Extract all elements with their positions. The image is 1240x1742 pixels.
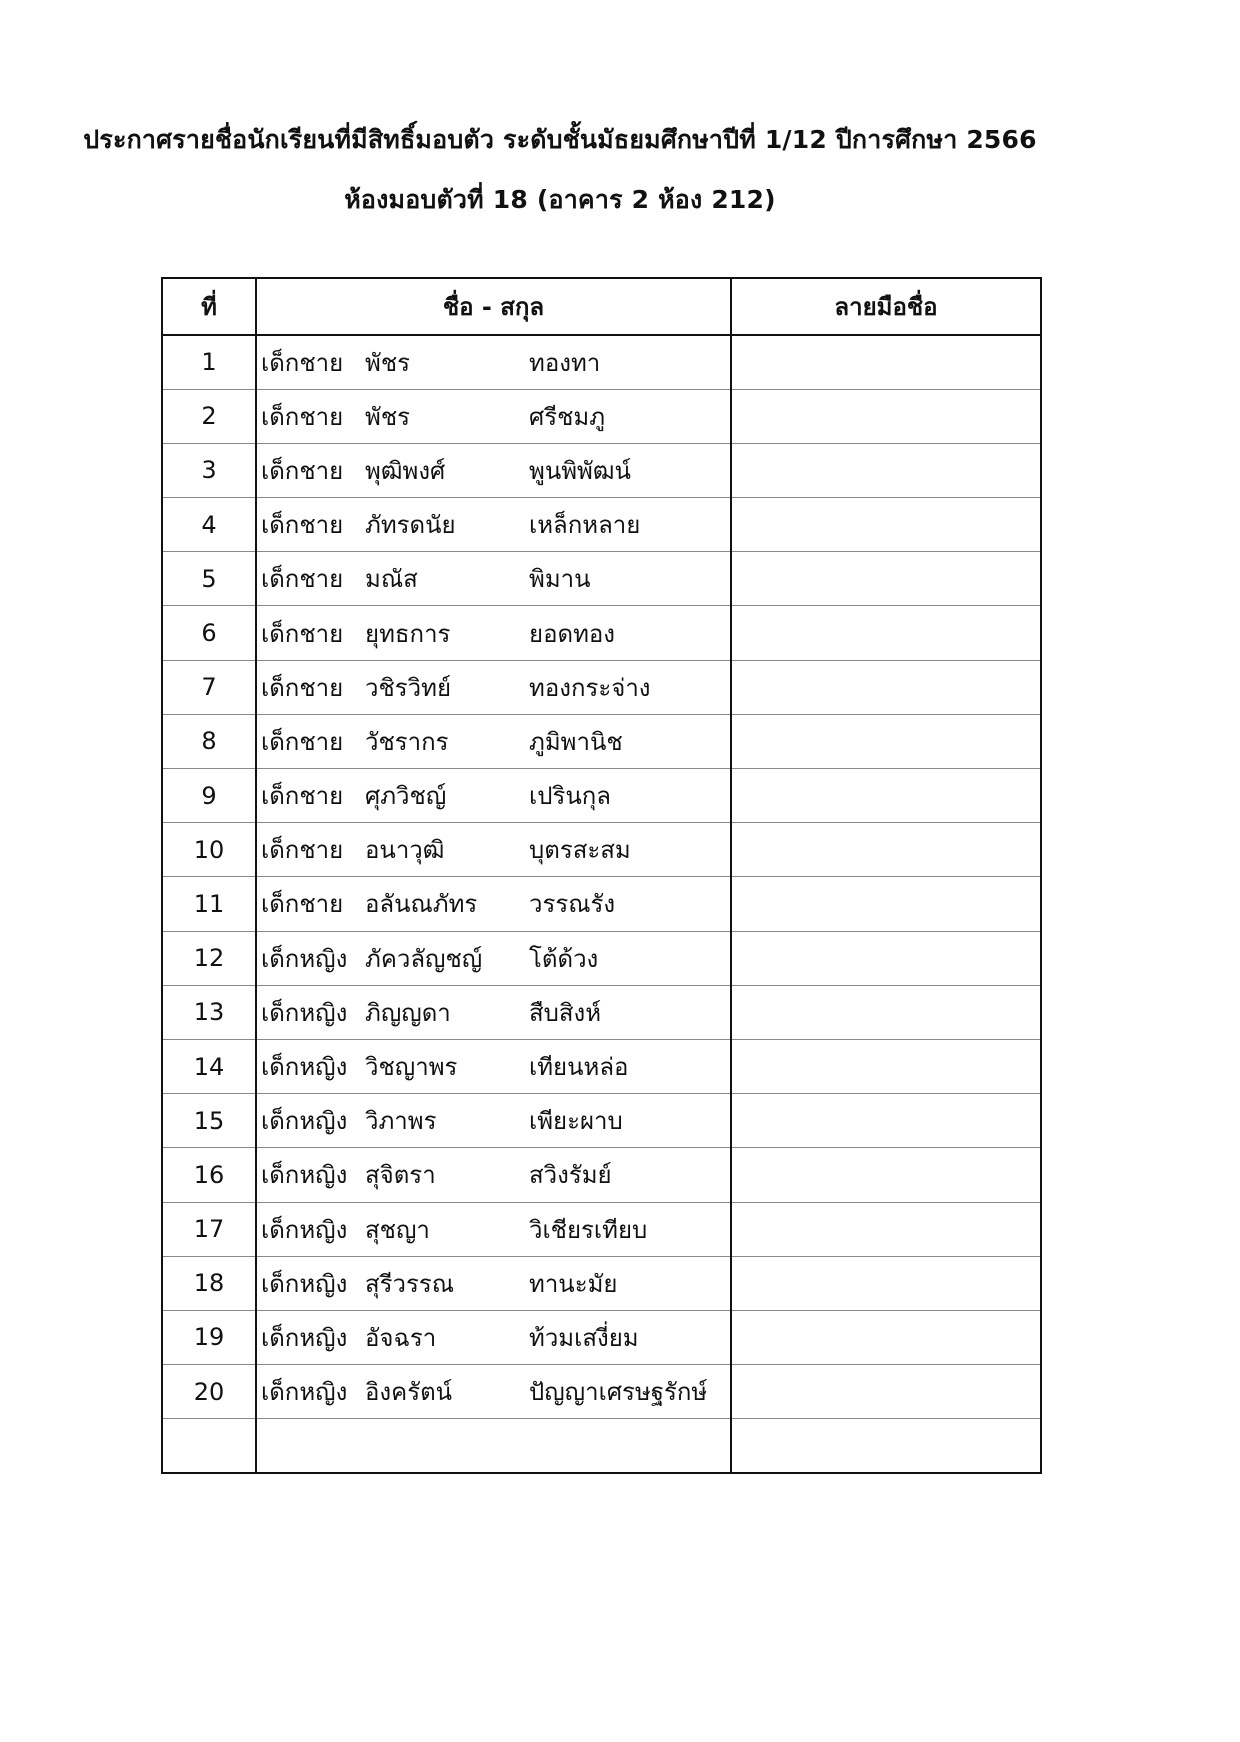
table-row [162, 606, 1041, 660]
name-prefix: เด็กชาย [261, 619, 344, 648]
row-number: 5 [162, 552, 256, 606]
name-prefix: เด็กหญิง [261, 944, 348, 973]
name-prefix: เด็กหญิง [261, 1161, 348, 1190]
student-name-cell [256, 1148, 731, 1202]
last-name: สวิงรัมย์ [529, 1161, 612, 1190]
row-number: 7 [162, 660, 256, 714]
student-name-cell [256, 1039, 731, 1093]
page-title: ประกาศรายชื่อนักเรียนที่มีสิทธิ์มอบตัว ระดับชั้นมัธยมศึกษาปีที่ 1/12 ปีการศึกษา 2566 [83, 125, 1037, 154]
first-name: วิชญาพร [365, 1053, 458, 1082]
student-roster-table [161, 277, 1042, 1474]
first-name: วิภาพร [365, 1107, 437, 1136]
table-row [162, 552, 1041, 606]
header-signature: ลายมือชื่อ [731, 278, 1041, 335]
student-name-cell [256, 552, 731, 606]
signature-cell [731, 985, 1041, 1039]
row-number: 10 [162, 823, 256, 877]
last-name: วรรณรัง [529, 890, 616, 919]
table-header-row [162, 278, 1041, 335]
last-name: ยอดทอง [529, 619, 616, 648]
student-name-cell [256, 1256, 731, 1310]
table-row [162, 1256, 1041, 1310]
signature-cell [731, 1202, 1041, 1256]
first-name: ภิญญดา [365, 998, 451, 1027]
first-name: พัชร [365, 402, 410, 431]
table-row [162, 931, 1041, 985]
first-name: วชิรวิทย์ [365, 673, 452, 702]
name-prefix: เด็กชาย [261, 456, 344, 485]
student-name-cell [256, 389, 731, 443]
row-number: 1 [162, 335, 256, 389]
table-body [162, 335, 1041, 1473]
signature-cell [731, 823, 1041, 877]
signature-cell [731, 1256, 1041, 1310]
name-prefix: เด็กหญิง [261, 1053, 348, 1082]
student-name-cell [256, 335, 731, 389]
first-name: สุชญา [365, 1215, 430, 1244]
student-name [257, 769, 730, 822]
table-row [162, 1094, 1041, 1148]
name-prefix: เด็กชาย [261, 782, 344, 811]
student-name [257, 823, 730, 876]
student-name [257, 1257, 730, 1310]
student-name-cell [256, 606, 731, 660]
name-prefix: เด็กชาย [261, 836, 344, 865]
signature-cell [731, 389, 1041, 443]
signature-cell [731, 335, 1041, 389]
first-name: พัชร [365, 348, 410, 377]
signature-cell [731, 1419, 1041, 1473]
last-name: เหล็กหลาย [529, 511, 641, 540]
row-number: 4 [162, 498, 256, 552]
student-name [257, 1040, 730, 1093]
signature-cell [731, 660, 1041, 714]
header-name: ชื่อ - สกุล [256, 278, 731, 335]
table-row [162, 389, 1041, 443]
row-number: 17 [162, 1202, 256, 1256]
signature-cell [731, 1094, 1041, 1148]
student-name [257, 932, 730, 985]
name-prefix: เด็กหญิง [261, 1378, 348, 1407]
name-prefix: เด็กหญิง [261, 1107, 348, 1136]
student-name [257, 1365, 730, 1418]
first-name: อิงครัตน์ [365, 1378, 453, 1407]
student-name-cell [256, 498, 731, 552]
signature-cell [731, 498, 1041, 552]
first-name: ยุทธการ [365, 619, 451, 648]
signature-cell [731, 931, 1041, 985]
student-name-cell [256, 1419, 731, 1473]
row-number: 9 [162, 769, 256, 823]
student-name [257, 390, 730, 443]
row-number: 18 [162, 1256, 256, 1310]
row-number: 2 [162, 389, 256, 443]
table-row [162, 1365, 1041, 1419]
last-name: บุตรสะสม [529, 836, 631, 865]
student-name [257, 552, 730, 605]
student-name [257, 877, 730, 930]
name-prefix: เด็กหญิง [261, 1215, 348, 1244]
signature-cell [731, 552, 1041, 606]
table-row [162, 985, 1041, 1039]
signature-cell [731, 1039, 1041, 1093]
signature-cell [731, 606, 1041, 660]
name-prefix: เด็กชาย [261, 348, 344, 377]
row-number: 11 [162, 877, 256, 931]
row-number: 6 [162, 606, 256, 660]
signature-cell [731, 1365, 1041, 1419]
header-number: ที่ [162, 278, 256, 335]
last-name: วิเชียรเทียบ [529, 1215, 648, 1244]
name-prefix: เด็กชาย [261, 402, 344, 431]
last-name: ภูมิพานิช [529, 727, 623, 756]
last-name: เปรินกุล [529, 782, 611, 811]
student-name [257, 1148, 730, 1201]
last-name: เทียนหล่อ [529, 1053, 629, 1082]
row-number: 15 [162, 1094, 256, 1148]
table-row [162, 443, 1041, 497]
last-name: ศรีชมภู [529, 402, 606, 431]
name-prefix: เด็กชาย [261, 565, 344, 594]
last-name: ท้วมเสงี่ยม [529, 1323, 639, 1352]
student-name-cell [256, 1365, 731, 1419]
name-prefix: เด็กหญิง [261, 1269, 348, 1298]
row-number [162, 1419, 256, 1473]
table-row [162, 660, 1041, 714]
first-name: ภัควลัญชญ์ [365, 944, 483, 973]
row-number: 12 [162, 931, 256, 985]
student-name [257, 1311, 730, 1364]
first-name: พุฒิพงศ์ [365, 456, 446, 485]
student-name [257, 1203, 730, 1256]
table-row [162, 1148, 1041, 1202]
student-name-cell [256, 660, 731, 714]
student-name-cell [256, 769, 731, 823]
table-row [162, 1419, 1041, 1473]
last-name: พิมาน [529, 565, 591, 594]
table-row [162, 335, 1041, 389]
row-number: 13 [162, 985, 256, 1039]
last-name: ปัญญาเศรษฐรักษ์ [529, 1378, 708, 1407]
last-name: เพียะผาบ [529, 1107, 623, 1136]
signature-cell [731, 443, 1041, 497]
table-row [162, 877, 1041, 931]
table-row [162, 823, 1041, 877]
table-row [162, 498, 1041, 552]
student-name [257, 336, 730, 389]
last-name: ทานะมัย [529, 1269, 618, 1298]
table-row [162, 769, 1041, 823]
row-number: 20 [162, 1365, 256, 1419]
signature-cell [731, 714, 1041, 768]
student-name [257, 986, 730, 1039]
last-name: สืบสิงห์ [529, 998, 602, 1027]
student-name-cell [256, 1310, 731, 1364]
name-prefix: เด็กชาย [261, 673, 344, 702]
student-name-cell [256, 985, 731, 1039]
first-name: สุจิตรา [365, 1161, 436, 1190]
last-name: ทองทา [529, 348, 601, 377]
signature-cell [731, 769, 1041, 823]
student-name [257, 661, 730, 714]
student-name-cell [256, 877, 731, 931]
page-subtitle: ห้องมอบตัวที่ 18 (อาคาร 2 ห้อง 212) [344, 185, 776, 214]
name-prefix: เด็กชาย [261, 727, 344, 756]
row-number: 19 [162, 1310, 256, 1364]
student-name-cell [256, 1094, 731, 1148]
signature-cell [731, 1148, 1041, 1202]
name-prefix: เด็กชาย [261, 890, 344, 919]
student-name [257, 1094, 730, 1147]
first-name: อลันณภัทร [365, 890, 478, 919]
name-prefix: เด็กหญิง [261, 1323, 348, 1352]
first-name: สุรีวรรณ [365, 1269, 455, 1298]
student-name-cell [256, 823, 731, 877]
table-row [162, 1310, 1041, 1364]
first-name: อัจฉรา [365, 1323, 437, 1352]
student-name [257, 444, 730, 497]
student-name-cell [256, 931, 731, 985]
student-name-cell [256, 443, 731, 497]
student-name [257, 498, 730, 551]
first-name: วัชรากร [365, 727, 449, 756]
student-name-cell [256, 1202, 731, 1256]
name-prefix: เด็กหญิง [261, 998, 348, 1027]
student-name [257, 1419, 730, 1472]
row-number: 3 [162, 443, 256, 497]
table-row [162, 1202, 1041, 1256]
name-prefix: เด็กชาย [261, 511, 344, 540]
row-number: 16 [162, 1148, 256, 1202]
signature-cell [731, 1310, 1041, 1364]
row-number: 8 [162, 714, 256, 768]
student-name [257, 715, 730, 768]
first-name: อนาวุฒิ [365, 836, 445, 865]
last-name: โต้ด้วง [529, 944, 599, 973]
student-name-cell [256, 714, 731, 768]
table-row [162, 1039, 1041, 1093]
table-row [162, 714, 1041, 768]
student-name [257, 606, 730, 659]
first-name: ภัทรดนัย [365, 511, 456, 540]
last-name: ทองกระจ่าง [529, 673, 651, 702]
row-number: 14 [162, 1039, 256, 1093]
last-name: พูนพิพัฒน์ [529, 456, 631, 485]
first-name: ศุภวิชญ์ [365, 782, 447, 811]
signature-cell [731, 877, 1041, 931]
first-name: มณัส [365, 565, 418, 594]
